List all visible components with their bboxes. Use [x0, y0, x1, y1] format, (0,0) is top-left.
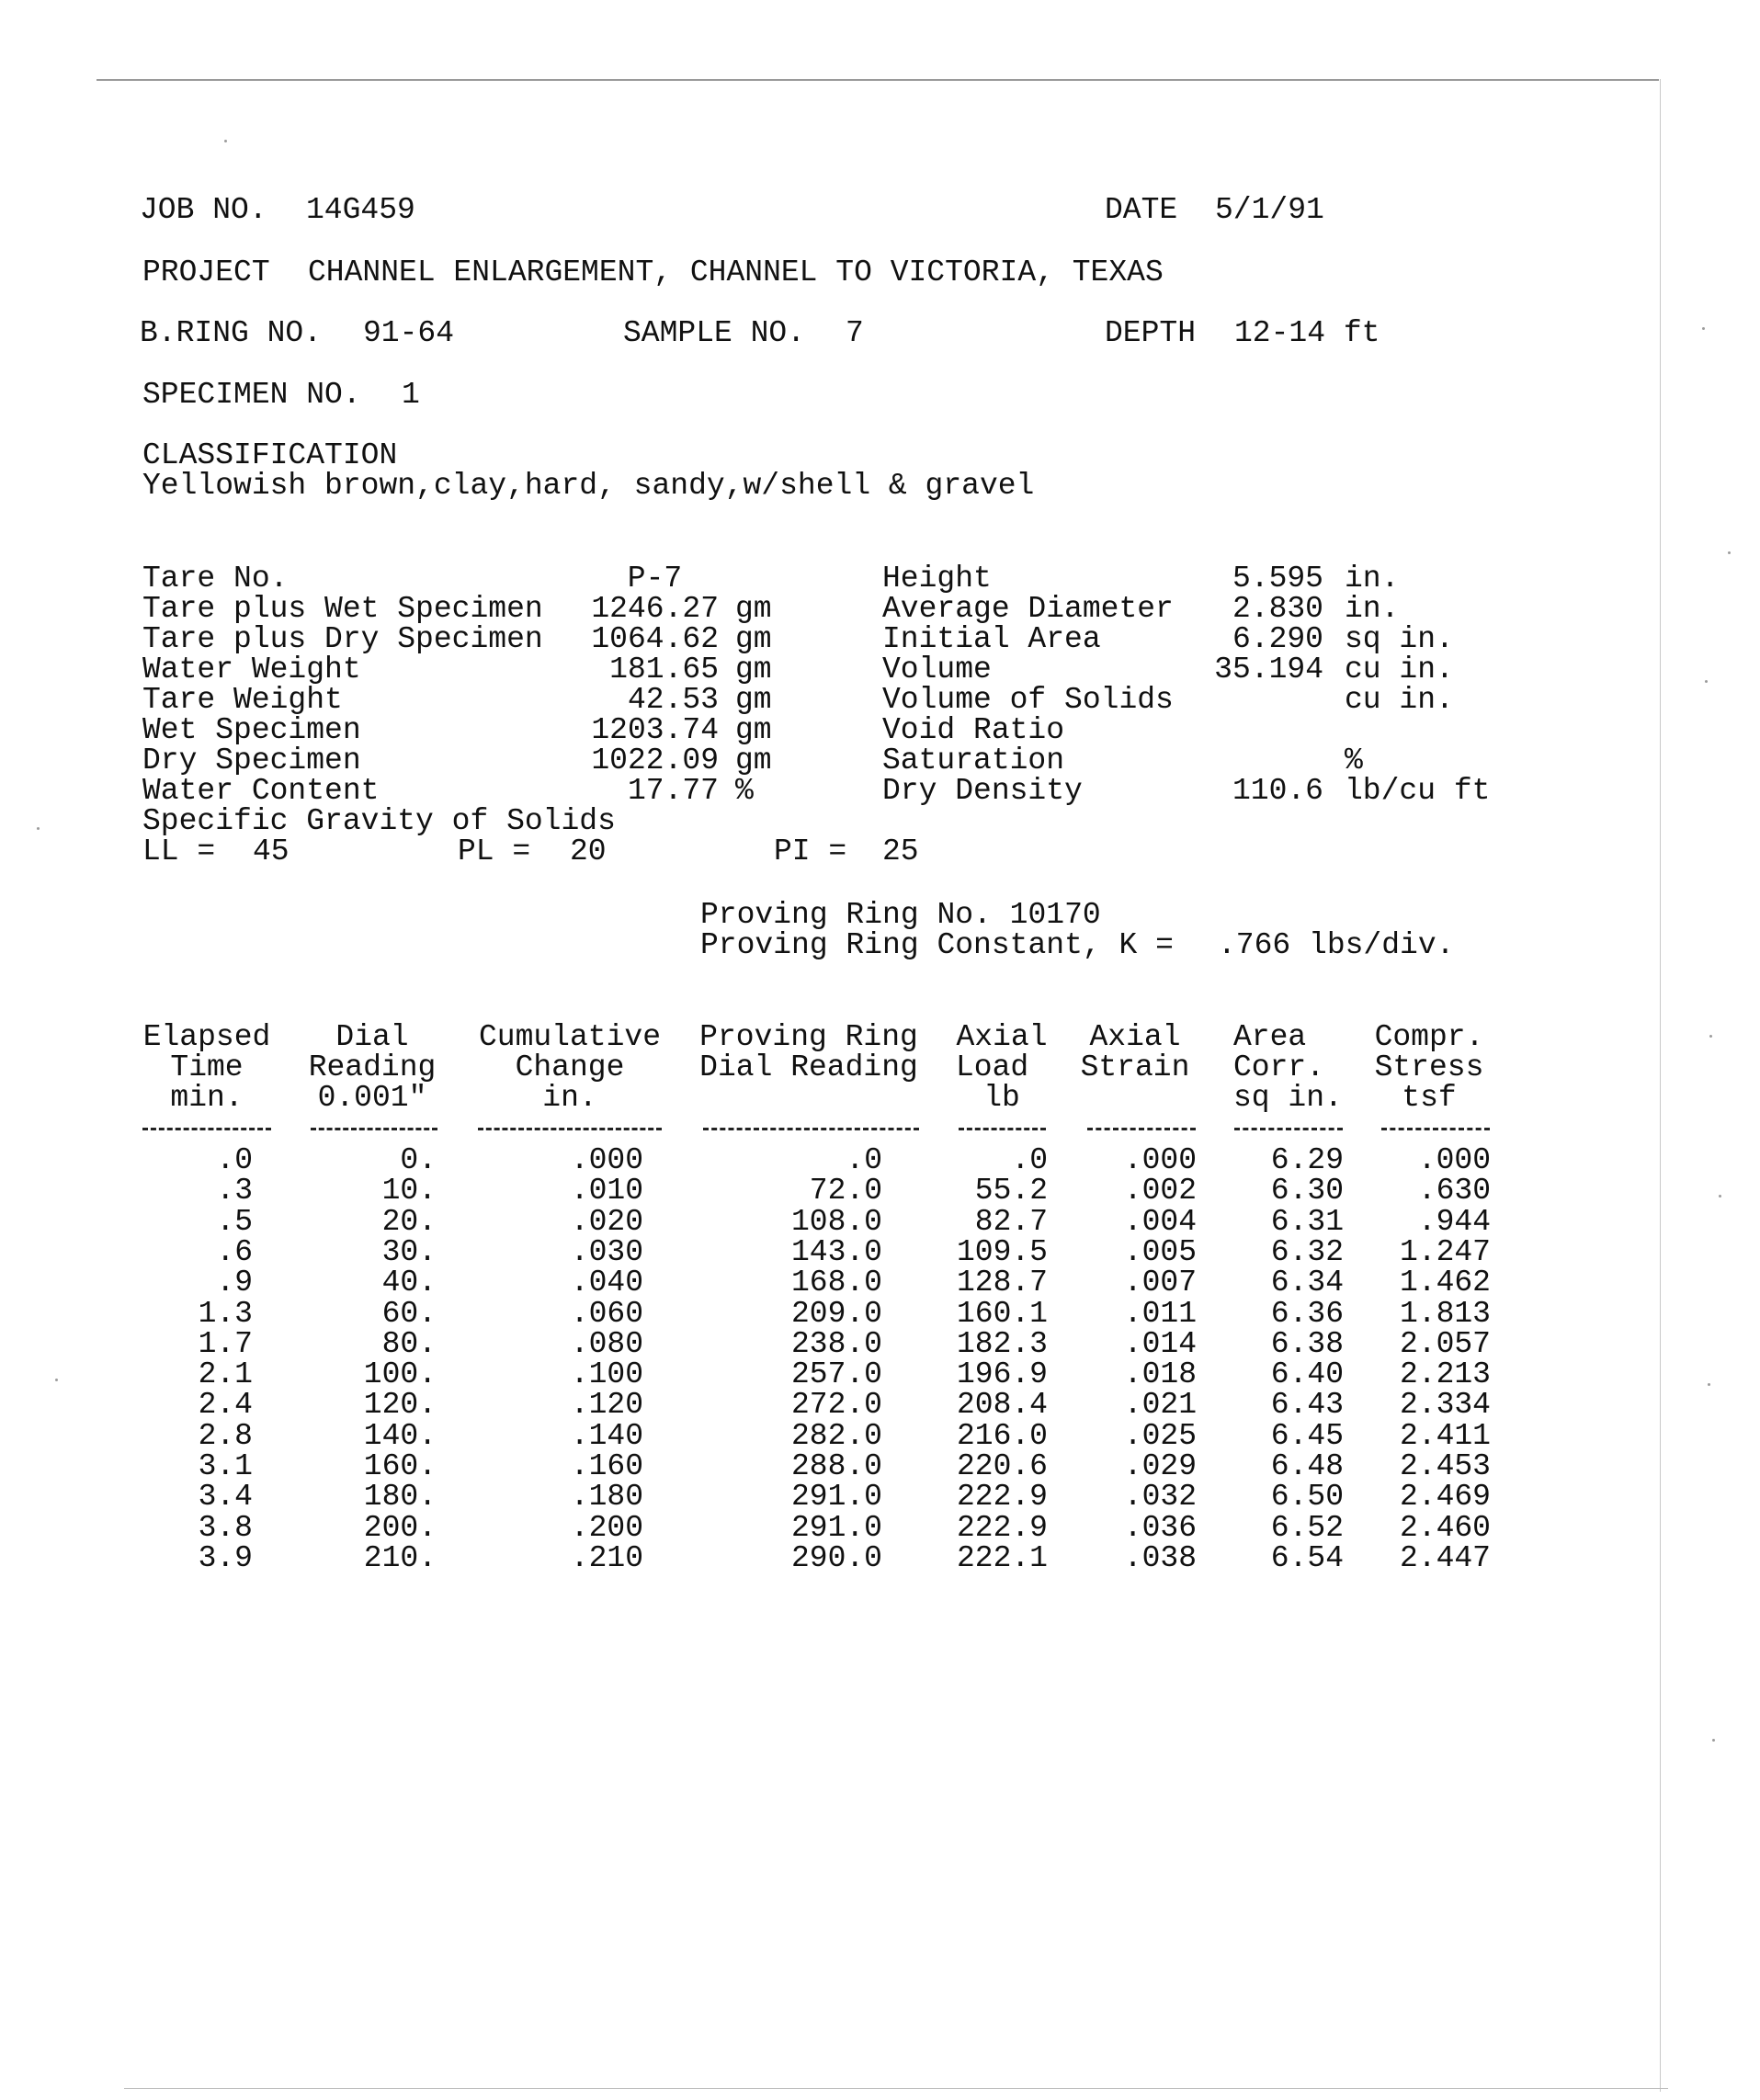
table-cell: 140.	[363, 1419, 437, 1453]
prop-label: Tare No.	[142, 562, 289, 596]
table-cell: .9	[216, 1266, 253, 1300]
table-cell: .036	[1123, 1511, 1197, 1545]
prop-label: Wet Specimen	[142, 713, 361, 747]
table-cell: .120	[570, 1388, 643, 1422]
table-cell: 6.40	[1270, 1357, 1344, 1391]
table-cell: .007	[1123, 1266, 1197, 1300]
table-cell: .030	[570, 1235, 643, 1269]
column-header: Cumulative	[478, 1020, 662, 1054]
prop-label: Initial Area	[882, 622, 1101, 656]
prop-value: 1022.09	[591, 744, 719, 778]
prop-label: Saturation	[882, 744, 1065, 778]
column-header: Proving Ring	[699, 1020, 918, 1054]
table-cell: 20.	[381, 1205, 437, 1239]
table-cell: 160.1	[956, 1297, 1048, 1331]
prop-unit: in.	[1345, 592, 1400, 626]
table-cell: .140	[570, 1419, 643, 1453]
column-header: Corr.	[1233, 1050, 1325, 1084]
table-cell: 2.453	[1399, 1449, 1491, 1483]
table-cell: 2.8	[198, 1419, 253, 1453]
ll-value: 45	[253, 834, 290, 868]
table-cell: 3.4	[198, 1480, 253, 1514]
table-cell: 238.0	[790, 1327, 882, 1361]
table-cell: 120.	[363, 1388, 437, 1422]
specimen-number-label: SPECIMEN NO.	[142, 378, 361, 412]
table-cell: .630	[1417, 1174, 1491, 1208]
column-header: Time	[170, 1050, 244, 1084]
table-cell: .010	[570, 1174, 643, 1208]
table-cell: 288.0	[790, 1449, 882, 1483]
prop-unit: gm	[735, 744, 772, 778]
prop-unit: gm	[735, 683, 772, 717]
project-value: CHANNEL ENLARGEMENT, CHANNEL TO VICTORIA, TEXAS	[308, 255, 1164, 289]
table-cell: 6.38	[1270, 1327, 1344, 1361]
table-cell: 6.30	[1270, 1174, 1344, 1208]
pi-label: PI =	[774, 834, 847, 868]
table-cell: 143.0	[790, 1235, 882, 1269]
table-cell: 6.52	[1270, 1511, 1344, 1545]
prop-unit: lb/cu ft	[1345, 774, 1491, 808]
table-cell: 2.411	[1399, 1419, 1491, 1453]
bottom-rule	[124, 2088, 1668, 2089]
classification-label: CLASSIFICATION	[142, 438, 398, 472]
table-cell: 6.54	[1270, 1541, 1344, 1575]
table-cell: .160	[570, 1449, 643, 1483]
prop-label: Water Weight	[142, 653, 361, 687]
table-cell: 180.	[363, 1480, 437, 1514]
right-rule	[1660, 79, 1661, 2092]
table-cell: 6.31	[1270, 1205, 1344, 1239]
table-cell: 2.447	[1399, 1541, 1491, 1575]
table-cell: 257.0	[790, 1357, 882, 1391]
table-cell: .025	[1123, 1419, 1197, 1453]
prop-value: 2.830	[1232, 592, 1323, 626]
table-cell: 1.3	[198, 1297, 253, 1331]
column-header: Area	[1233, 1020, 1307, 1054]
column-header: lb	[983, 1081, 1020, 1115]
table-cell: 40.	[381, 1266, 437, 1300]
table-cell: .180	[570, 1480, 643, 1514]
column-header: tsf	[1402, 1081, 1457, 1115]
table-cell: 100.	[363, 1357, 437, 1391]
table-cell: 290.0	[790, 1541, 882, 1575]
column-header: Load	[956, 1050, 1029, 1084]
prop-value: 42.53	[627, 683, 719, 717]
table-cell: .100	[570, 1357, 643, 1391]
table-cell: 10.	[381, 1174, 437, 1208]
table-cell: 160.	[363, 1449, 437, 1483]
prop-label: Dry Density	[882, 774, 1083, 808]
table-cell: 2.1	[198, 1357, 253, 1391]
prop-label: Water Content	[142, 774, 380, 808]
table-cell: 128.7	[956, 1266, 1048, 1300]
date-value: 5/1/91	[1215, 193, 1324, 227]
job-number-value: 14G459	[306, 193, 415, 227]
date-label: DATE	[1105, 193, 1178, 227]
table-cell: 209.0	[790, 1297, 882, 1331]
prop-label: Volume of Solids	[882, 683, 1174, 717]
prop-value: 1246.27	[591, 592, 719, 626]
table-cell: .038	[1123, 1541, 1197, 1575]
sample-number-label: SAMPLE NO.	[623, 316, 806, 350]
table-cell: .5	[216, 1205, 253, 1239]
column-header: Axial	[1089, 1020, 1181, 1054]
prop-label: Height	[882, 562, 992, 596]
table-cell: .0	[846, 1143, 882, 1177]
table-cell: 1.7	[198, 1327, 253, 1361]
prop-value: 17.77	[627, 774, 719, 808]
table-cell: .020	[570, 1205, 643, 1239]
table-cell: 55.2	[974, 1174, 1048, 1208]
table-cell: 108.0	[790, 1205, 882, 1239]
proving-ring-constant-label: Proving Ring Constant, K =	[700, 928, 1174, 962]
table-cell: 196.9	[956, 1357, 1048, 1391]
column-header: Reading	[308, 1050, 437, 1084]
table-cell: .080	[570, 1327, 643, 1361]
column-header: min.	[170, 1081, 244, 1115]
table-cell: 2.469	[1399, 1480, 1491, 1514]
table-cell: 2.213	[1399, 1357, 1491, 1391]
table-cell: .0	[1011, 1143, 1048, 1177]
prop-unit: cu in.	[1345, 653, 1454, 687]
table-cell: 80.	[381, 1327, 437, 1361]
table-cell: 200.	[363, 1511, 437, 1545]
table-cell: 2.4	[198, 1388, 253, 1422]
prop-label: Tare plus Dry Specimen	[142, 622, 543, 656]
proving-ring-constant-value: .766 lbs/div.	[1218, 928, 1455, 962]
prop-unit: %	[1345, 744, 1363, 778]
depth-label: DEPTH	[1105, 316, 1197, 350]
prop-unit: cu in.	[1345, 683, 1454, 717]
column-header: sq in.	[1233, 1081, 1343, 1115]
table-cell: 222.9	[956, 1511, 1048, 1545]
table-cell: 6.48	[1270, 1449, 1344, 1483]
column-header: Strain	[1080, 1050, 1190, 1084]
table-cell: 3.9	[198, 1541, 253, 1575]
table-cell: 3.1	[198, 1449, 253, 1483]
table-cell: .6	[216, 1235, 253, 1269]
column-header: Dial Reading	[699, 1050, 918, 1084]
boring-number-label: B.RING NO.	[140, 316, 323, 350]
prop-label: Void Ratio	[882, 713, 1065, 747]
table-cell: 182.3	[956, 1327, 1048, 1361]
prop-unit: gm	[735, 592, 772, 626]
table-cell: 0.	[400, 1143, 437, 1177]
table-cell: 291.0	[790, 1480, 882, 1514]
table-cell: 6.34	[1270, 1266, 1344, 1300]
table-cell: .004	[1123, 1205, 1197, 1239]
prop-value: 6.290	[1232, 622, 1323, 656]
table-cell: 1.462	[1399, 1266, 1491, 1300]
project-label: PROJECT	[142, 255, 270, 289]
column-header: Change	[515, 1050, 625, 1084]
table-cell: .032	[1123, 1480, 1197, 1514]
table-cell: .002	[1123, 1174, 1197, 1208]
job-number-label: JOB NO.	[140, 193, 267, 227]
top-rule	[97, 79, 1659, 81]
table-cell: 6.32	[1270, 1235, 1344, 1269]
table-cell: 3.8	[198, 1511, 253, 1545]
classification-value: Yellowish brown,clay,hard, sandy,w/shell & gravel	[142, 469, 1035, 503]
prop-label: Dry Specimen	[142, 744, 361, 778]
table-cell: 210.	[363, 1541, 437, 1575]
boring-number-value: 91-64	[363, 316, 455, 350]
column-header: Axial	[956, 1020, 1048, 1054]
table-cell: 82.7	[974, 1205, 1048, 1239]
prop-label: Volume	[882, 653, 992, 687]
sample-number-value: 7	[846, 316, 864, 350]
table-cell: 272.0	[790, 1388, 882, 1422]
table-cell: .944	[1417, 1205, 1491, 1239]
table-cell: 282.0	[790, 1419, 882, 1453]
table-cell: .005	[1123, 1235, 1197, 1269]
prop-unit: in.	[1345, 562, 1400, 596]
table-cell: 1.813	[1399, 1297, 1491, 1331]
table-cell: 109.5	[956, 1235, 1048, 1269]
table-cell: 2.334	[1399, 1388, 1491, 1422]
pi-value: 25	[882, 834, 919, 868]
prop-label: Tare plus Wet Specimen	[142, 592, 543, 626]
column-header: Compr.	[1374, 1020, 1484, 1054]
column-header: Elapsed	[142, 1020, 271, 1054]
prop-unit: %	[735, 774, 754, 808]
prop-label: Tare Weight	[142, 683, 343, 717]
prop-value: 181.65	[609, 653, 719, 687]
table-cell: 222.9	[956, 1480, 1048, 1514]
table-cell: 72.0	[809, 1174, 882, 1208]
table-cell: .018	[1123, 1357, 1197, 1391]
table-cell: 60.	[381, 1297, 437, 1331]
prop-label: Average Diameter	[882, 592, 1174, 626]
table-cell: 6.29	[1270, 1143, 1344, 1177]
table-cell: .040	[570, 1266, 643, 1300]
table-cell: .060	[570, 1297, 643, 1331]
prop-label: Specific Gravity of Solids	[142, 804, 616, 838]
table-cell: .011	[1123, 1297, 1197, 1331]
table-cell: 222.1	[956, 1541, 1048, 1575]
table-cell: .210	[570, 1541, 643, 1575]
table-cell: .000	[1417, 1143, 1491, 1177]
prop-unit: sq in.	[1345, 622, 1454, 656]
table-cell: 208.4	[956, 1388, 1048, 1422]
table-cell: 220.6	[956, 1449, 1048, 1483]
table-cell: 30.	[381, 1235, 437, 1269]
prop-unit: gm	[735, 622, 772, 656]
column-header: in.	[542, 1081, 597, 1115]
prop-value: P-7	[627, 562, 683, 596]
table-cell: .014	[1123, 1327, 1197, 1361]
table-cell: .021	[1123, 1388, 1197, 1422]
prop-value: 5.595	[1232, 562, 1323, 596]
pl-value: 20	[570, 834, 607, 868]
column-header: Dial	[335, 1020, 409, 1054]
pl-label: PL =	[458, 834, 531, 868]
table-cell: 1.247	[1399, 1235, 1491, 1269]
table-cell: 6.36	[1270, 1297, 1344, 1331]
table-cell: 2.057	[1399, 1327, 1491, 1361]
table-cell: 216.0	[956, 1419, 1048, 1453]
prop-unit: gm	[735, 653, 772, 687]
table-cell: 6.43	[1270, 1388, 1344, 1422]
column-header: Stress	[1374, 1050, 1484, 1084]
table-cell: 6.45	[1270, 1419, 1344, 1453]
prop-value: 35.194	[1214, 653, 1323, 687]
table-cell: 6.50	[1270, 1480, 1344, 1514]
table-cell: .0	[216, 1143, 253, 1177]
prop-unit: gm	[735, 713, 772, 747]
table-cell: .000	[570, 1143, 643, 1177]
specimen-number-value: 1	[402, 378, 420, 412]
table-cell: 168.0	[790, 1266, 882, 1300]
prop-value: 1203.74	[591, 713, 719, 747]
table-cell: .200	[570, 1511, 643, 1545]
ll-label: LL =	[142, 834, 216, 868]
prop-value: 110.6	[1232, 774, 1323, 808]
column-header: 0.001"	[317, 1081, 427, 1115]
table-cell: 2.460	[1399, 1511, 1491, 1545]
depth-value: 12-14 ft	[1234, 316, 1380, 350]
proving-ring-number: Proving Ring No. 10170	[700, 898, 1101, 932]
table-cell: 291.0	[790, 1511, 882, 1545]
table-cell: .000	[1123, 1143, 1197, 1177]
table-cell: .029	[1123, 1449, 1197, 1483]
prop-value: 1064.62	[591, 622, 719, 656]
table-cell: .3	[216, 1174, 253, 1208]
